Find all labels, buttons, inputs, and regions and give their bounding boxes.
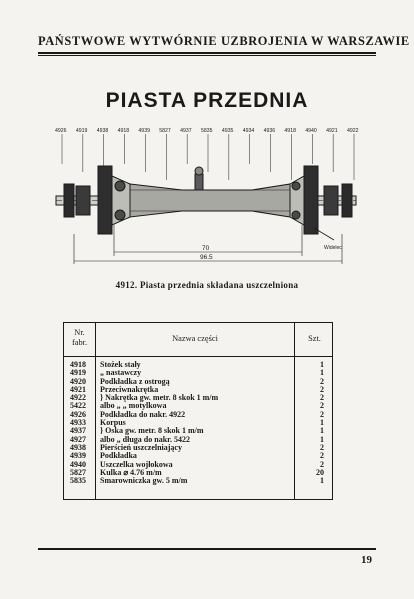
table-body [64, 361, 332, 485]
part-number: 4920 [70, 376, 86, 386]
footer-rule [38, 548, 376, 550]
part-quantity: 2 [320, 401, 324, 411]
part-name: Stożek stały [100, 360, 141, 369]
part-number: 4937 [70, 426, 86, 436]
part-number: 5422 [70, 401, 86, 411]
callout-label: 4938 [96, 128, 109, 134]
part-quantity: 1 [320, 476, 324, 486]
page-header: PAŃSTWOWE WYTWÓRNIE UZBROJENIA W WARSZAWIE [38, 34, 410, 48]
part-name: Kulka ⌀ 4.76 m/m [100, 467, 162, 477]
part-quantity: 2 [320, 459, 324, 469]
callout-label: 4926 [55, 128, 67, 134]
hub-body [56, 166, 356, 240]
callout-label: 4939 [138, 128, 150, 134]
part-name: albo „ długa do nakr. 5422 [100, 434, 190, 444]
header-quantity: Szt. [308, 334, 321, 343]
callout-label: 4922 [347, 128, 359, 134]
header-rule-bottom [38, 55, 376, 56]
part-quantity: 20 [316, 467, 324, 477]
callout-label: 5827 [159, 128, 171, 134]
dimension-inner-label: 70 [202, 245, 210, 252]
part-quantity: 2 [320, 376, 324, 386]
page-title: PIASTA PRZEDNIA [105, 89, 309, 112]
part-number: 4921 [70, 384, 86, 394]
parts-table [63, 322, 333, 500]
part-number: 4939 [70, 451, 86, 461]
part-number: 4938 [70, 442, 86, 452]
part-name: Uszczelka wojłokowa [100, 459, 173, 469]
part-name: } Oska gw. metr. 8 skok 1 m/m [100, 426, 204, 436]
header-part-name: Nazwa części [172, 334, 218, 343]
part-number: 4922 [70, 393, 86, 403]
part-number: 4926 [70, 409, 86, 419]
part-number: 4918 [70, 360, 86, 369]
callout-label: 4934 [242, 128, 255, 134]
dimension-outer-label: 96.5 [200, 254, 213, 261]
part-name: Przeciwnakrętka [100, 384, 159, 394]
part-name: Pierścień uszczelniający [100, 442, 182, 452]
part-number: 5835 [70, 476, 86, 486]
table-row [64, 477, 332, 485]
header-rule-top [38, 52, 376, 54]
part-name: Podkładka z ostrogą [100, 376, 170, 386]
part-quantity: 2 [320, 393, 324, 403]
header-nr: Nr. fabr. [71, 328, 88, 347]
callout-label: 5835 [201, 128, 213, 134]
part-number: 4927 [70, 434, 86, 444]
page-number: 19 [361, 554, 372, 566]
part-name: Korpus [100, 418, 126, 428]
part-name: } Nakrętka gw. metr. 8 skok 1 m/m [100, 393, 219, 403]
part-quantity: 1 [320, 426, 324, 436]
part-number: 4933 [70, 418, 86, 428]
callout-label: 4919 [75, 128, 88, 134]
table-header [64, 323, 332, 357]
fork-note-label: Widelec [324, 245, 342, 251]
part-quantity: 1 [320, 368, 324, 378]
part-quantity: 2 [320, 409, 324, 419]
part-number: 5827 [70, 467, 86, 477]
part-name: albo „ „ motylkowa [100, 401, 167, 411]
figure-caption: 4912. Piasta przednia składana uszczelniona [115, 280, 299, 290]
callout-label: 4921 [326, 128, 338, 134]
callout-label: 4935 [221, 128, 234, 134]
part-quantity: 1 [320, 434, 324, 444]
callout-label: 4940 [305, 128, 317, 134]
part-quantity: 2 [320, 384, 324, 394]
part-quantity: 2 [320, 442, 324, 452]
part-quantity: 1 [320, 418, 324, 428]
part-name: Podkładka [100, 451, 137, 461]
part-quantity: 2 [320, 451, 324, 461]
part-name: „ nastawczy [100, 368, 142, 378]
part-number: 4919 [70, 368, 86, 378]
callout-label: 4918 [284, 128, 296, 134]
hub-drawing [52, 124, 364, 264]
callout-label: 4918 [117, 128, 130, 134]
part-name: Podkładka do nakr. 4922 [100, 409, 186, 419]
callout-label: 4937 [180, 128, 192, 134]
callout-label: 4936 [263, 128, 276, 134]
part-name: Smarowniczka gw. 5 m/m [100, 476, 188, 486]
part-quantity: 1 [320, 360, 324, 369]
part-number: 4940 [70, 459, 86, 469]
